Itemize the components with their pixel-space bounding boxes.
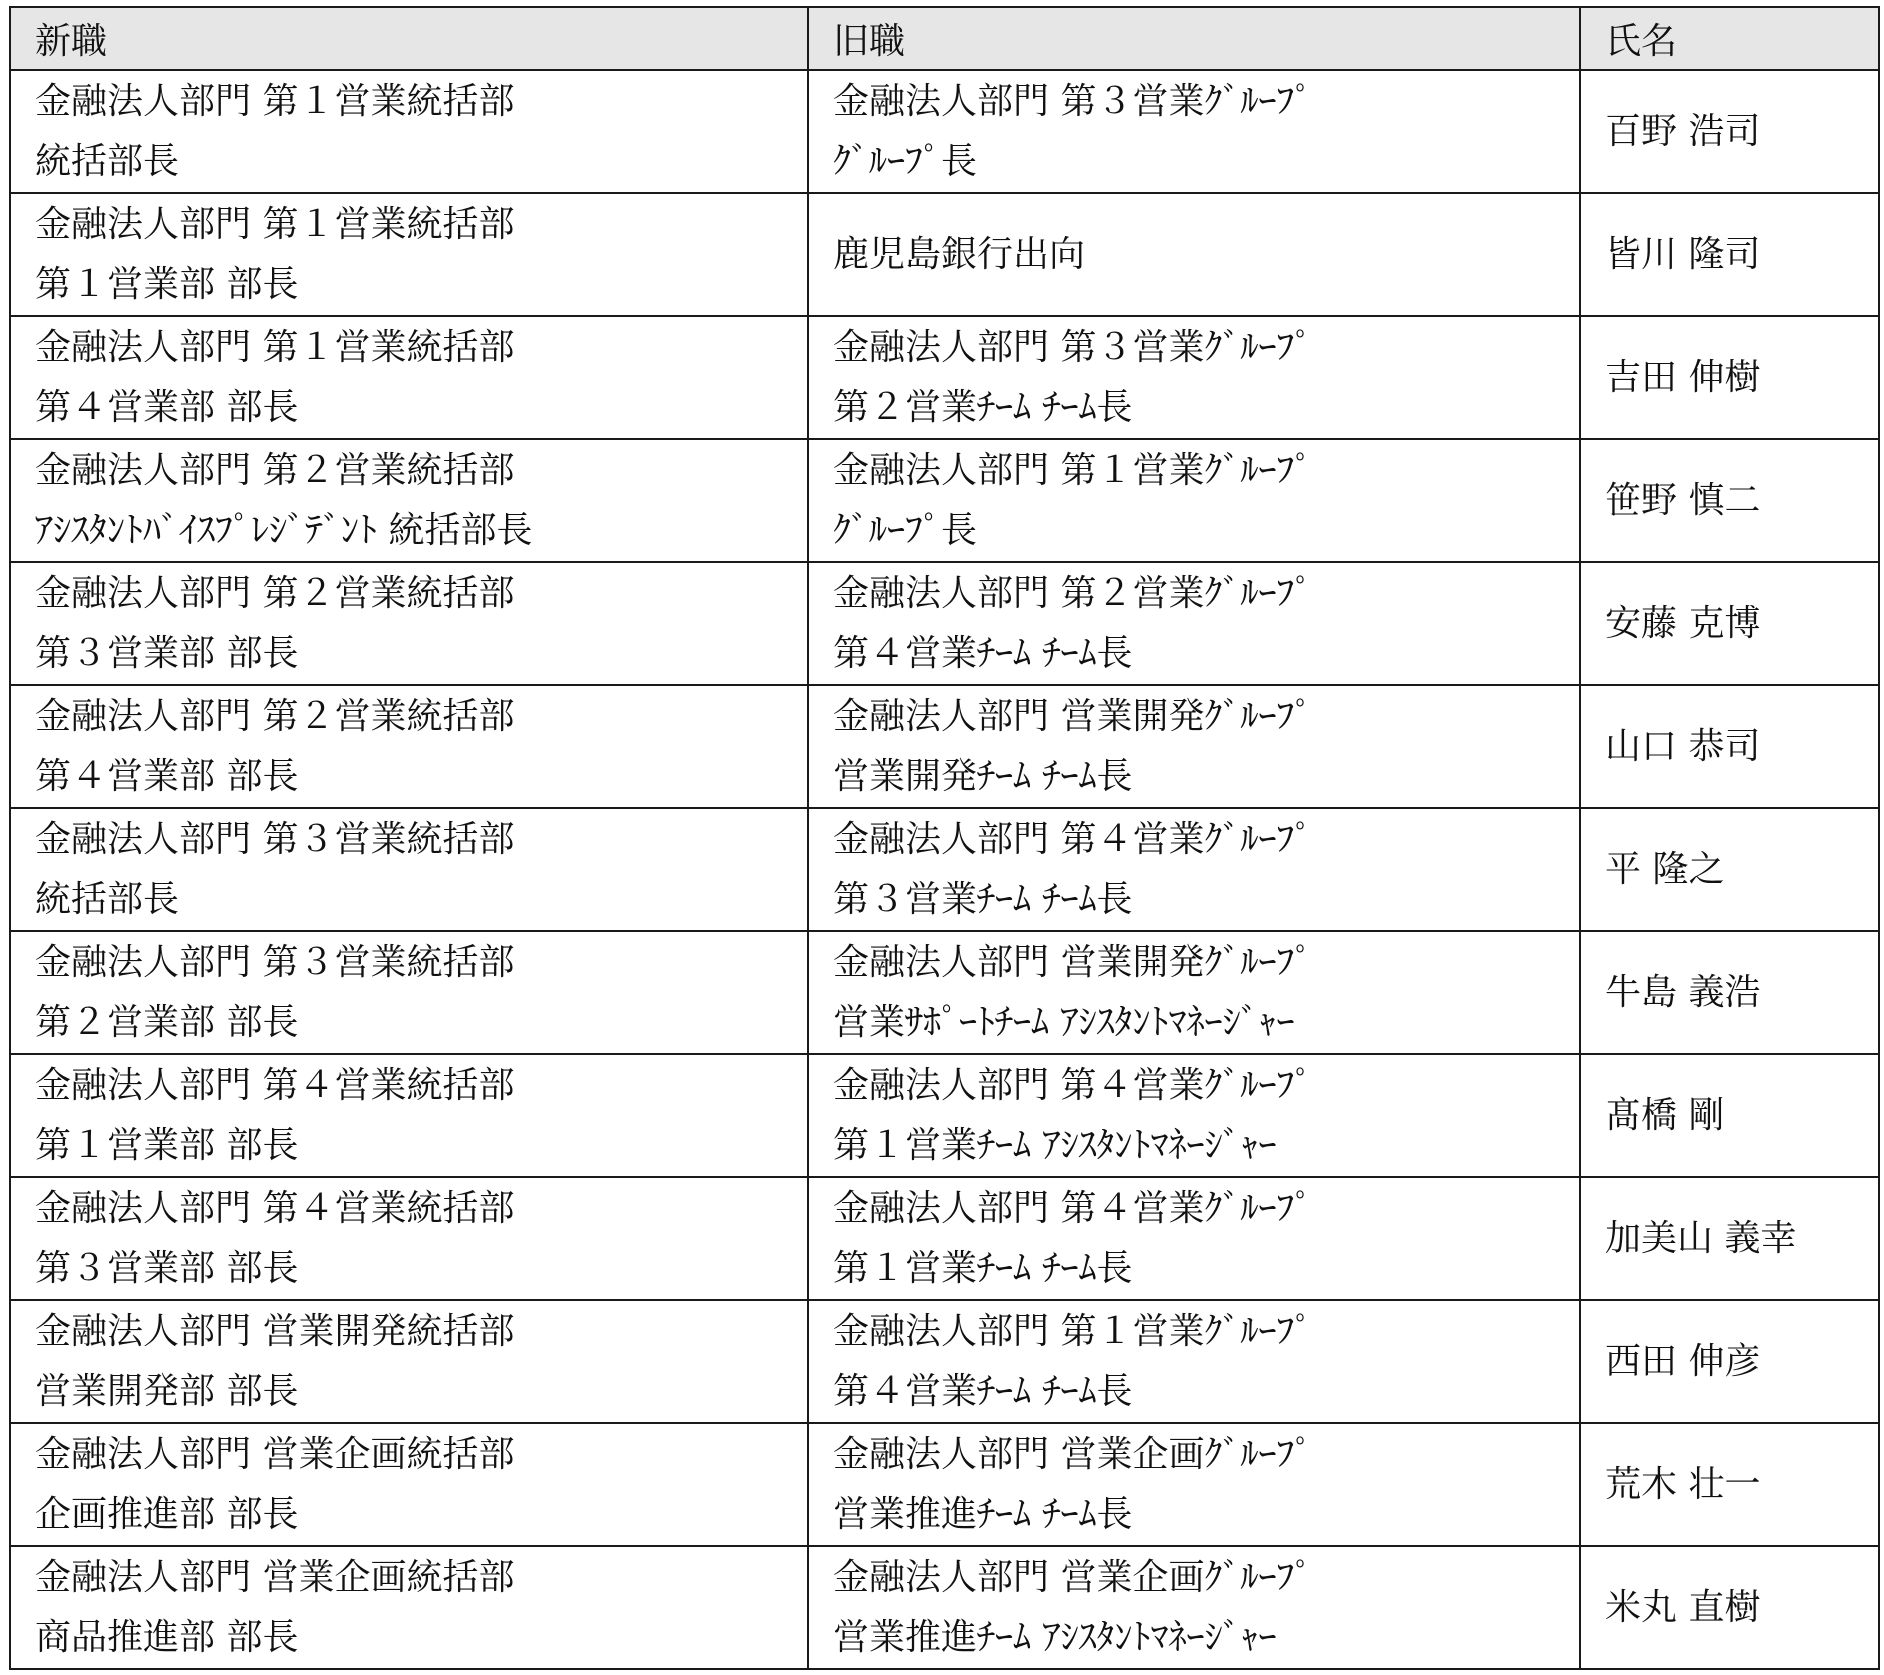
new-position-cell [10,1546,808,1669]
header-row [10,7,1879,70]
person-name-cell [1580,1177,1879,1300]
old-position-cell-line: 第１営業ﾁｰﾑ ﾁｰﾑ長 [833,1247,1133,1289]
new-position-cell-line: 金融法人部門 第４営業統括部 [35,1187,515,1229]
table-row [10,685,1879,808]
table-row [10,562,1879,685]
new-position-cell-line: 金融法人部門 営業企画統括部 [35,1556,515,1598]
old-position-cell-line: 金融法人部門 第１営業ｸﾞﾙｰﾌﾟ [833,1310,1313,1352]
header-new-position: 新職 [10,7,808,70]
old-position-cell [808,193,1580,316]
old-position-cell-line: 金融法人部門 営業開発ｸﾞﾙｰﾌﾟ [833,941,1313,983]
old-position-cell-line: 第１営業ﾁｰﾑ ｱｼｽﾀﾝﾄﾏﾈｰｼﾞｬｰ [833,1124,1277,1166]
table-row [10,931,1879,1054]
table-row [10,1177,1879,1300]
table-row [10,193,1879,316]
table-header [10,7,1879,70]
person-name-cell-text: 百野 浩司 [1605,110,1761,152]
old-position-cell [808,931,1580,1054]
personnel-change-table [9,6,1880,1670]
new-position-cell-line: 第１営業部 部長 [35,263,299,305]
old-position-cell-line: 金融法人部門 第４営業ｸﾞﾙｰﾌﾟ [833,818,1313,860]
old-position-cell-line: 金融法人部門 営業開発ｸﾞﾙｰﾌﾟ [833,695,1313,737]
person-name-cell [1580,1546,1879,1669]
new-position-cell [10,193,808,316]
table-row [10,808,1879,931]
header-old-position: 旧職 [808,7,1580,70]
old-position-cell [808,685,1580,808]
new-position-cell [10,70,808,193]
person-name-cell [1580,1300,1879,1423]
old-position-cell-line: 金融法人部門 第３営業ｸﾞﾙｰﾌﾟ [833,80,1313,122]
new-position-cell-line: 金融法人部門 第２営業統括部 [35,449,515,491]
new-position-cell-line: 金融法人部門 第２営業統括部 [35,695,515,737]
new-position-cell [10,316,808,439]
new-position-cell-line: 第１営業部 部長 [35,1124,299,1166]
new-position-cell [10,562,808,685]
new-position-cell-line: 企画推進部 部長 [35,1493,299,1535]
person-name-cell-text: 牛島 義浩 [1605,971,1761,1013]
person-name-cell [1580,1054,1879,1177]
person-name-cell-text: 笹野 慎二 [1605,479,1761,521]
new-position-cell [10,931,808,1054]
new-position-cell [10,1423,808,1546]
old-position-cell-line: 第３営業ﾁｰﾑ ﾁｰﾑ長 [833,878,1133,920]
header-name: 氏名 [1580,7,1879,70]
person-name-cell-text: 皆川 隆司 [1605,233,1761,275]
new-position-cell [10,1300,808,1423]
old-position-cell-line: 第２営業ﾁｰﾑ ﾁｰﾑ長 [833,386,1133,428]
person-name-cell-text: 山口 恭司 [1605,725,1761,767]
person-name-cell [1580,808,1879,931]
new-position-cell-line: 金融法人部門 営業企画統括部 [35,1433,515,1475]
person-name-cell [1580,316,1879,439]
old-position-cell-line: 営業ｻﾎﾟｰﾄﾁｰﾑ ｱｼｽﾀﾝﾄﾏﾈｰｼﾞｬｰ [833,1001,1295,1043]
new-position-cell-line: 統括部長 [35,878,180,920]
old-position-cell-line: 営業開発ﾁｰﾑ ﾁｰﾑ長 [833,755,1133,797]
new-position-cell [10,439,808,562]
new-position-cell-line: 金融法人部門 第３営業統括部 [35,941,515,983]
person-name-cell-text: 西田 伸彦 [1605,1340,1761,1382]
new-position-cell-line: 統括部長 [35,140,180,182]
new-position-cell-line: 第２営業部 部長 [35,1001,299,1043]
old-position-cell-line: 金融法人部門 第１営業ｸﾞﾙｰﾌﾟ [833,449,1313,491]
old-position-cell [808,1300,1580,1423]
new-position-cell [10,685,808,808]
person-name-cell [1580,70,1879,193]
old-position-cell-line: 金融法人部門 第３営業ｸﾞﾙｰﾌﾟ [833,326,1313,368]
person-name-cell [1580,931,1879,1054]
old-position-cell-line: 金融法人部門 第４営業ｸﾞﾙｰﾌﾟ [833,1064,1313,1106]
new-position-cell-line: ｱｼｽﾀﾝﾄﾊﾞｲｽﾌﾟﾚｼﾞﾃﾞﾝﾄ 統括部長 [35,509,533,551]
old-position-cell-line: 第４営業ﾁｰﾑ ﾁｰﾑ長 [833,632,1133,674]
new-position-cell-line: 金融法人部門 第１営業統括部 [35,80,515,122]
old-position-cell-line: 金融法人部門 営業企画ｸﾞﾙｰﾌﾟ [833,1433,1313,1475]
table-row [10,316,1879,439]
new-position-cell-line: 金融法人部門 第２営業統括部 [35,572,515,614]
old-position-cell-line: 金融法人部門 第４営業ｸﾞﾙｰﾌﾟ [833,1187,1313,1229]
new-position-cell-line: 第３営業部 部長 [35,632,299,674]
new-position-cell [10,1177,808,1300]
person-name-cell-text: 平 隆之 [1605,848,1725,890]
old-position-cell [808,562,1580,685]
new-position-cell-line: 金融法人部門 第１営業統括部 [35,326,515,368]
old-position-cell-line: 営業推進ﾁｰﾑ ﾁｰﾑ長 [833,1493,1133,1535]
person-name-cell [1580,562,1879,685]
old-position-cell [808,316,1580,439]
table-row [10,439,1879,562]
person-name-cell [1580,685,1879,808]
table-body [10,70,1879,1669]
person-name-cell-text: 髙橋 剛 [1605,1094,1725,1136]
new-position-cell [10,808,808,931]
old-position-cell [808,1054,1580,1177]
new-position-cell-line: 金融法人部門 第４営業統括部 [35,1064,515,1106]
old-position-cell [808,70,1580,193]
new-position-cell-line: 金融法人部門 第１営業統括部 [35,203,515,245]
old-position-cell-line: 営業推進ﾁｰﾑ ｱｼｽﾀﾝﾄﾏﾈｰｼﾞｬｰ [833,1616,1277,1658]
person-name-cell-text: 荒木 壮一 [1605,1463,1761,1505]
table-row [10,1300,1879,1423]
person-name-cell [1580,1423,1879,1546]
new-position-cell-line: 金融法人部門 営業開発統括部 [35,1310,515,1352]
person-name-cell-text: 加美山 義幸 [1605,1217,1797,1259]
person-name-cell [1580,439,1879,562]
old-position-cell [808,439,1580,562]
person-name-cell-text: 安藤 克博 [1605,602,1761,644]
person-name-cell-text: 米丸 直樹 [1605,1586,1761,1628]
person-name-cell [1580,193,1879,316]
old-position-cell [808,1177,1580,1300]
new-position-cell-line: 営業開発部 部長 [35,1370,299,1412]
old-position-cell-line: 金融法人部門 営業企画ｸﾞﾙｰﾌﾟ [833,1556,1313,1598]
old-position-cell-line: 金融法人部門 第２営業ｸﾞﾙｰﾌﾟ [833,572,1313,614]
old-position-cell [808,1546,1580,1669]
old-position-cell-line: ｸﾞﾙｰﾌﾟ長 [833,509,978,551]
table-row [10,1546,1879,1669]
new-position-cell-line: 金融法人部門 第３営業統括部 [35,818,515,860]
new-position-cell-line: 第３営業部 部長 [35,1247,299,1289]
old-position-cell [808,808,1580,931]
old-position-cell-line: ｸﾞﾙｰﾌﾟ長 [833,140,978,182]
table-row [10,1054,1879,1177]
new-position-cell [10,1054,808,1177]
new-position-cell-line: 第４営業部 部長 [35,755,299,797]
old-position-cell [808,1423,1580,1546]
new-position-cell-line: 商品推進部 部長 [35,1616,299,1658]
person-name-cell-text: 吉田 伸樹 [1605,356,1761,398]
new-position-cell-line: 第４営業部 部長 [35,386,299,428]
table-row [10,1423,1879,1546]
old-position-cell-line: 第４営業ﾁｰﾑ ﾁｰﾑ長 [833,1370,1133,1412]
old-position-cell-line: 鹿児島銀行出向 [833,233,1086,275]
table-row [10,70,1879,193]
